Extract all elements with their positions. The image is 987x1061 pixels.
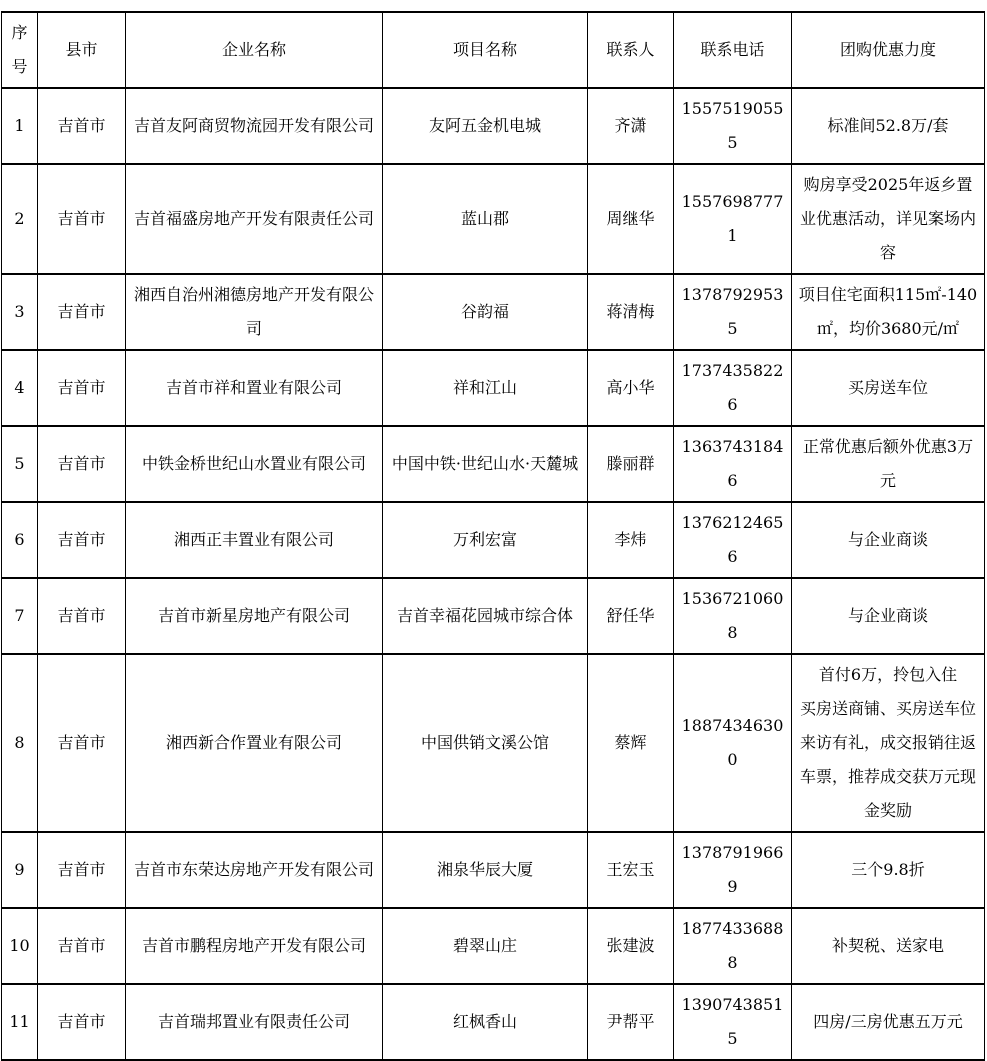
table-row [2,274,985,350]
cell-project: 湘泉华辰大厦 [383,832,588,908]
cell-county: 吉首市 [38,274,126,350]
cell-discount: 购房享受2025年返乡置业优惠活动，详见案场内容 [792,164,985,274]
cell-company: 湘西自治州湘德房地产开发有限公司 [126,274,383,350]
header-county: 县市 [38,12,126,88]
cell-company: 吉首市东荣达房地产开发有限公司 [126,832,383,908]
cell-county: 吉首市 [38,350,126,426]
cell-company: 湘西正丰置业有限公司 [126,502,383,578]
cell-contact: 齐潇 [588,88,674,164]
table-row [2,88,985,164]
cell-discount: 与企业商谈 [792,578,985,654]
cell-county: 吉首市 [38,832,126,908]
cell-no: 2 [2,164,38,274]
cell-phone: 13637431846 [674,426,792,502]
cell-company: 吉首瑞邦置业有限责任公司 [126,984,383,1060]
cell-project: 中国供销文溪公馆 [383,654,588,832]
cell-no: 1 [2,88,38,164]
cell-phone: 15367210608 [674,578,792,654]
cell-phone: 13787919669 [674,832,792,908]
cell-project: 友阿五金机电城 [383,88,588,164]
cell-phone: 18874346300 [674,654,792,832]
cell-company: 吉首福盛房地产开发有限责任公司 [126,164,383,274]
table-row [2,164,985,274]
cell-county: 吉首市 [38,88,126,164]
table-row [2,350,985,426]
cell-phone: 13762124656 [674,502,792,578]
cell-project: 吉首幸福花园城市综合体 [383,578,588,654]
document-page [0,11,987,1048]
header-project: 项目名称 [383,12,588,88]
cell-contact: 尹帮平 [588,984,674,1060]
cell-contact: 张建波 [588,908,674,984]
cell-contact: 周继华 [588,164,674,274]
cell-discount: 正常优惠后额外优惠3万元 [792,426,985,502]
cell-no: 5 [2,426,38,502]
cell-no: 10 [2,908,38,984]
cell-no: 11 [2,984,38,1060]
cell-no: 4 [2,350,38,426]
header-phone: 联系电话 [674,12,792,88]
cell-company: 吉首市祥和置业有限公司 [126,350,383,426]
cell-company: 中铁金桥世纪山水置业有限公司 [126,426,383,502]
header-company: 企业名称 [126,12,383,88]
cell-contact: 滕丽群 [588,426,674,502]
cell-project: 碧翠山庄 [383,908,588,984]
cell-county: 吉首市 [38,164,126,274]
cell-discount: 标准间52.8万/套 [792,88,985,164]
cell-discount: 首付6万，拎包入住 买房送商铺、买房送车位 来访有礼，成交报销往返车票，推荐成交获万元现金奖励 [792,654,985,832]
cell-project: 中国中铁·世纪山水·天麓城 [383,426,588,502]
cell-phone: 17374358226 [674,350,792,426]
cell-project: 万利宏富 [383,502,588,578]
cell-county: 吉首市 [38,654,126,832]
table-row [2,832,985,908]
cell-project: 祥和江山 [383,350,588,426]
cell-company: 湘西新合作置业有限公司 [126,654,383,832]
table-row [2,984,985,1060]
cell-company: 吉首市新星房地产有限公司 [126,578,383,654]
table-row [2,578,985,654]
cell-phone: 18774336888 [674,908,792,984]
table-row [2,426,985,502]
cell-discount: 与企业商谈 [792,502,985,578]
cell-county: 吉首市 [38,502,126,578]
header-row [2,12,985,88]
cell-project: 红枫香山 [383,984,588,1060]
cell-company: 吉首友阿商贸物流园开发有限公司 [126,88,383,164]
cell-no: 6 [2,502,38,578]
table-row [2,502,985,578]
header-no: 序号 [2,12,38,88]
cell-discount: 四房/三房优惠五万元 [792,984,985,1060]
cell-phone: 15575190555 [674,88,792,164]
cell-discount: 买房送车位 [792,350,985,426]
cell-contact: 蔡辉 [588,654,674,832]
table-body [2,88,985,1060]
cell-county: 吉首市 [38,426,126,502]
cell-no: 7 [2,578,38,654]
cell-county: 吉首市 [38,578,126,654]
cell-phone: 15576987771 [674,164,792,274]
cell-contact: 李炜 [588,502,674,578]
cell-contact: 蒋清梅 [588,274,674,350]
cell-project: 蓝山郡 [383,164,588,274]
header-contact: 联系人 [588,12,674,88]
cell-discount: 项目住宅面积115㎡-140㎡，均价3680元/㎡ [792,274,985,350]
cell-contact: 舒任华 [588,578,674,654]
group-purchase-table [1,11,985,1061]
cell-phone: 13907438515 [674,984,792,1060]
cell-county: 吉首市 [38,908,126,984]
cell-company: 吉首市鹏程房地产开发有限公司 [126,908,383,984]
cell-project: 谷韵福 [383,274,588,350]
header-discount: 团购优惠力度 [792,12,985,88]
cell-contact: 高小华 [588,350,674,426]
cell-contact: 王宏玉 [588,832,674,908]
cell-no: 9 [2,832,38,908]
cell-no: 8 [2,654,38,832]
table-row [2,654,985,832]
cell-no: 3 [2,274,38,350]
cell-discount: 三个9.8折 [792,832,985,908]
cell-discount: 补契税、送家电 [792,908,985,984]
cell-phone: 13787929535 [674,274,792,350]
table-row [2,908,985,984]
cell-county: 吉首市 [38,984,126,1060]
